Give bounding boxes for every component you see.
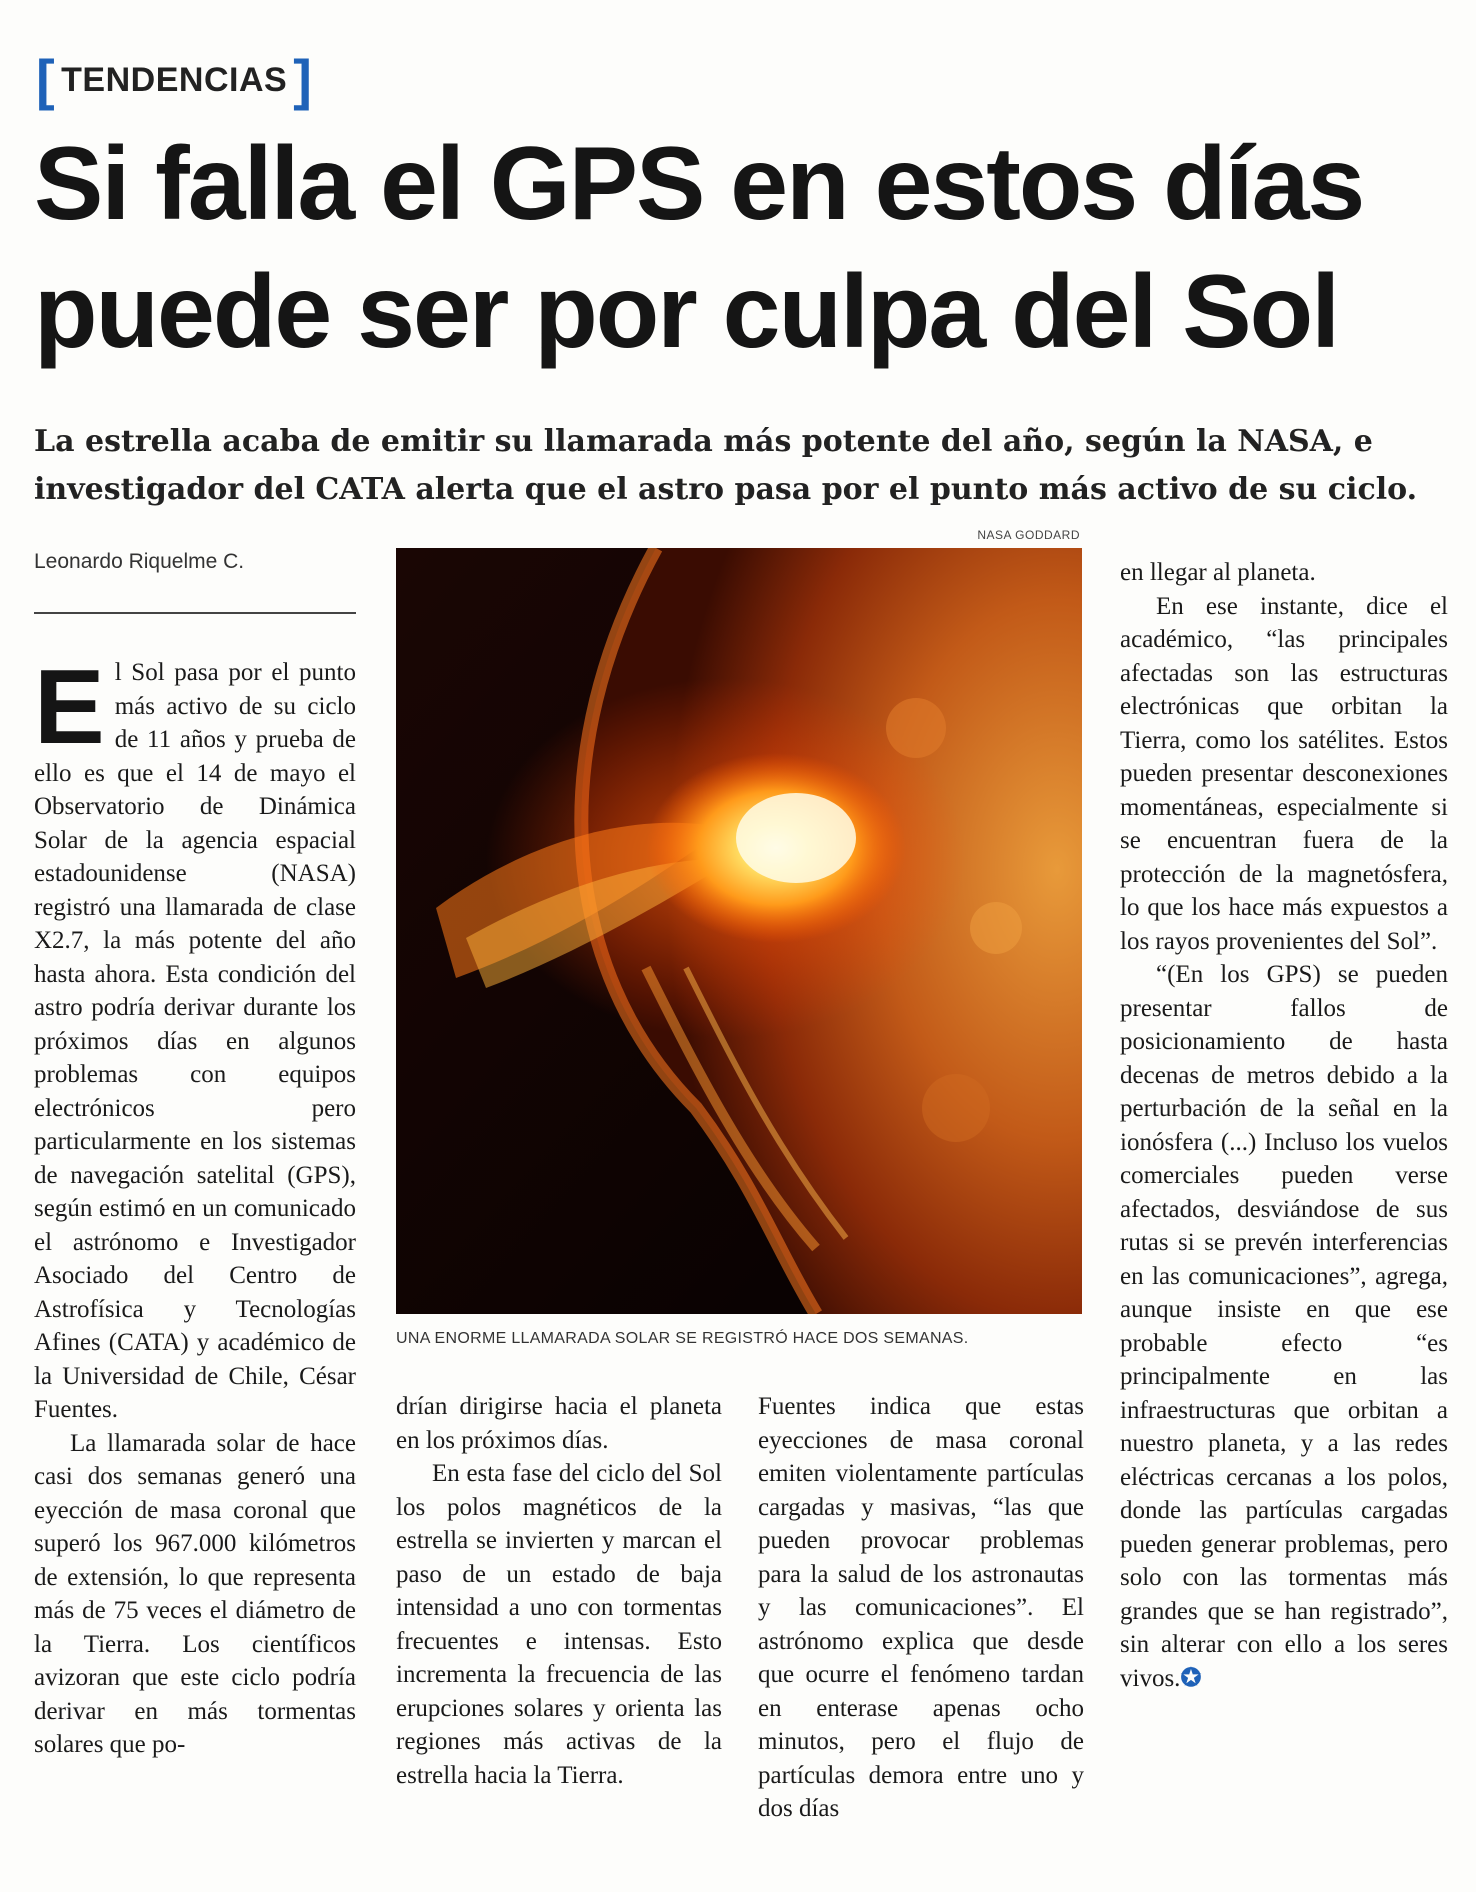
article-column-4 xyxy=(1120,556,1448,1695)
article-column-2 xyxy=(396,1390,722,1792)
photo-credit: NASA GODDARD xyxy=(977,528,1080,542)
article-paragraph: La llamarada solar de hace casi dos semanas generó una eyección de masa coronal que superó los 967.000 kilómetros de extensión, lo que representa más de 75 veces el diámetro de la Tierra. Los científicos avizoran que este ciclo podría derivar en más tormentas solares que po- xyxy=(34,1429,356,1758)
article-paragraph: Fuentes indica que estas eyecciones de masa coronal emiten violentamente partículas cargadas y masivas, “las que pueden provocar problemas para la salud de los astronautas y las comunicaciones”. El astrónomo explica que desde que ocurre el fenómeno tardan en enterase apenas ocho minutos, pero el flujo de partículas demora entre uno y dos días xyxy=(758,1393,1084,1822)
article-paragraph: En esta fase del ciclo del Sol los polos magnéticos de la estrella se invierten y marcan el paso de un estado de baja intensidad a uno con tormentas frecuentes e intensas. Esto incrementa la frecuencia de las erupciones solares y orienta las regiones más activas de la estrella hacia la Tierra. xyxy=(396,1460,722,1789)
article-column-1 xyxy=(34,648,356,1762)
byline-divider xyxy=(34,612,356,614)
article-paragraph xyxy=(1120,958,1448,1695)
article-paragraph xyxy=(34,648,356,1427)
deck-line-1: La estrella acaba de emitir su llamarada más potente del año, según la NASA, e xyxy=(34,424,1373,459)
byline: Leonardo Riquelme C. xyxy=(34,550,245,573)
solar-flare-illustration xyxy=(396,548,1082,1314)
article-paragraph: drían dirigirse hacia el planeta en los próximos días. xyxy=(396,1393,722,1454)
section-tag xyxy=(36,48,313,111)
article-text: “(En los GPS) se pueden presentar fallos de posicionamiento de hasta decenas de metros debido a la perturbación de la señal en la ionósfera (...) Incluso los vuelos comerciales pueden verse afectados, desviándose de sus rutas si se prevén interferencias en las comunicaciones”, agrega, aunque insiste en que ese probable efecto “es principalmente en las infraestructuras que orbitan a nuestro planeta, y a las redes eléctricas cercanas a los polos, donde las partículas cargadas pueden generar problemas, pero solo con las tormentas más grandes que se han registrado”, sin alterar con ello a los seres vivos. xyxy=(1120,961,1448,1692)
article-paragraph: En ese instante, dice el académico, “las principales afectadas son las estructuras electrónicas que orbitan la Tierra, como los satélites. Estos pueden presentar desconexiones momentáneas, especialmente si se encuentran fuera de la protección de la magnetósfera, lo que los hace más expuestos a los rayos provenientes del Sol”. xyxy=(1120,592,1448,955)
article-column-3 xyxy=(758,1390,1084,1826)
section-bracket-open: [ xyxy=(36,48,56,111)
article-paragraph: en llegar al planeta. xyxy=(1120,559,1316,586)
headline-line-2: puede ser por culpa del Sol xyxy=(34,254,1339,370)
headline xyxy=(34,120,1444,376)
deck-line-2: investigador del CATA alerta que el astro pasa por el punto más activo de su ciclo. xyxy=(34,472,1418,507)
section-label: TENDENCIAS xyxy=(61,60,288,99)
end-mark-icon: ✪ xyxy=(1180,1664,1202,1692)
deck-subtitle xyxy=(34,418,1454,514)
drop-cap: E xyxy=(34,648,105,766)
solar-flare-photo xyxy=(396,548,1082,1314)
section-bracket-close: ] xyxy=(293,48,313,111)
headline-line-1: Si falla el GPS en estos días xyxy=(34,126,1364,242)
article-text: l Sol pasa por el punto más activo de su ciclo de 11 años y prueba de ello es que el 14 de mayo el Observatorio de Dinámica Solar de la agencia espacial estadounidense (NASA) registró una llamarada de clase X2.7, la más potente del año hasta ahora. Esta condición del astro podría derivar durante los próximos días en algunos problemas con equipos electrónicos pero particularmente en los sistemas de navegación satelital (GPS), según estimó en un comunicado el astrónomo e Investigador Asociado del Centro de Astrofísica y Tecnologías Afines (CATA) y académico de la Universidad de Chile, César Fuentes. xyxy=(34,659,356,1423)
photo-caption: UNA ENORME LLAMARADA SOLAR SE REGISTRÓ HACE DOS SEMANAS. xyxy=(396,1330,969,1347)
